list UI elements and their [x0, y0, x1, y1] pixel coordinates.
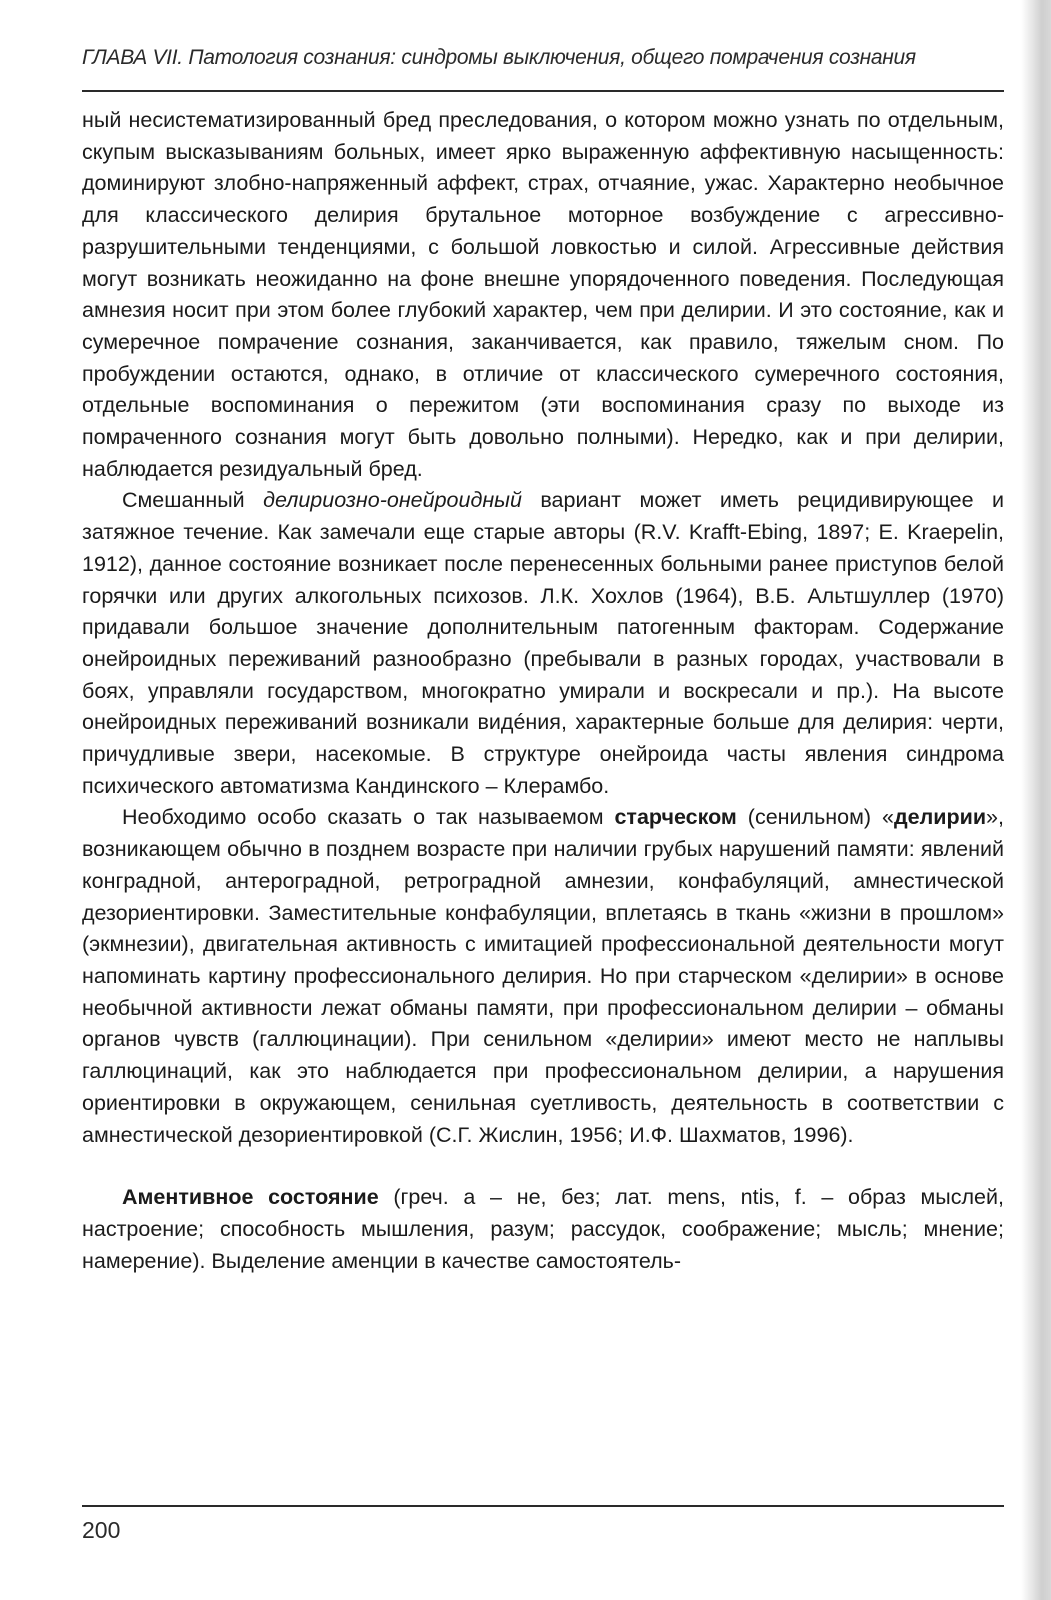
- paragraph-3: [82, 802, 1004, 1151]
- body-text: [82, 105, 1004, 1277]
- page-number: 200: [82, 1517, 121, 1543]
- header-rule: [82, 90, 1004, 92]
- paragraph-4: [82, 1182, 1004, 1277]
- paragraph-2-emphasis: делириозно-онейроидный: [263, 488, 522, 513]
- running-header: ГЛАВА VII. Патология сознания: синдромы выключения, общего помрачения сознания: [82, 46, 916, 69]
- term-senile: старческом: [614, 805, 737, 830]
- paragraph-2: [82, 485, 1004, 802]
- paragraph-3-mid: (сенильном) «: [736, 805, 894, 830]
- paragraph-2-rest: вариант может иметь рецидивирующее и затяжное течение. Как замечали еще старые авторы (R.V. Krafft-Ebing, 1897; E. Kraepelin, 1912), данное состояние возникает после перенесенных больными ранее приступов белой горячки или других алкогольных психозов. Л.К. Хохлов (1964), В.Б. Альтшуллер (1970) придавали большое значение дополнительным патогенным факторам. Содержание онейроидных переживаний разнообразно (пребывали в разных городах, участвовали в боях, управляли государством, многократно умирали и воскресали и пр.). На высоте онейроидных переживаний возникали видéния, характерные больше для делирия: черти, причудливые звери, насекомые. В структуре онейроида часты явления синдрома психического автоматизма Кандинского – Клерамбо.: [82, 488, 1005, 798]
- paragraph-3-start: Необходимо особо сказать о так называемом: [122, 805, 615, 830]
- page-edge-shadow: [1021, 0, 1051, 1600]
- footer-rule: [82, 1505, 1004, 1507]
- paragraph-3-rest: », возникающем обычно в позднем возрасте при наличии грубых нарушений памяти: явлений конградной, антероградной, ретроградной амнезии, конфабуляций, амнестической дезориентировки. Заместительные конфабуляции, вплетаясь в ткань «жизни в прошлом» (экмнезии), двигательная активность с имитацией профессиональной деятельности могут напоминать картину профессионального делирия. Но при старческом «делирии» в основе необычной активности лежат обманы памяти, при профессиональном делирии – обманы органов чувств (галлюцинации). При сенильном «делирии» имеют место не наплывы галлюцинаций, как это наблюдается при профессиональном делирии, а нарушения ориентировки в окружающем, сенильная суетливость, деятельность в соответствии с амнестической дезориентировкой (С.Г. Жислин, 1956; И.Ф. Шахматов, 1996).: [82, 805, 1004, 1147]
- paragraph-2-start: Смешанный: [122, 488, 264, 513]
- paragraph-4-rest: (греч. a – не, без; лат. mens, ntis, f. – образ мыслей, настроение; способность мышления, разум; рассудок, соображение; мысль; мнение; намерение). Выделение аменции в качестве самостоятель-: [82, 1185, 1004, 1273]
- paragraph-1: ный несистематизированный бред преследования, о котором можно узнать по отдельным, скупым высказываниям больных, имеет ярко выраженную аффективную насыщенность: доминируют злобно-напряженный аффект, страх, отчаяние, ужас. Характерно необычное для классического делирия брутальное моторное возбуждение с агрессивно-разрушительными тенденциями, с большой ловкостью и силой. Агрессивные действия могут возникать неожиданно на фоне внешне упорядоченного поведения. Последующая амнезия носит при этом более глубокий характер, чем при делирии. И это состояние, как и сумеречное помрачение сознания, заканчивается, как правило, тяжелым сном. По пробуждении остаются, однако, в отличие от классического сумеречного состояния, отдельные воспоминания о пережитом (эти воспоминания сразу по выходе из помраченного сознания могут быть довольно полными). Нередко, как и при делирии, наблюдается резидуальный бред.: [82, 108, 1004, 481]
- term-delirium: делирии: [894, 805, 987, 830]
- term-amentia: Аментивное состояние: [122, 1185, 379, 1210]
